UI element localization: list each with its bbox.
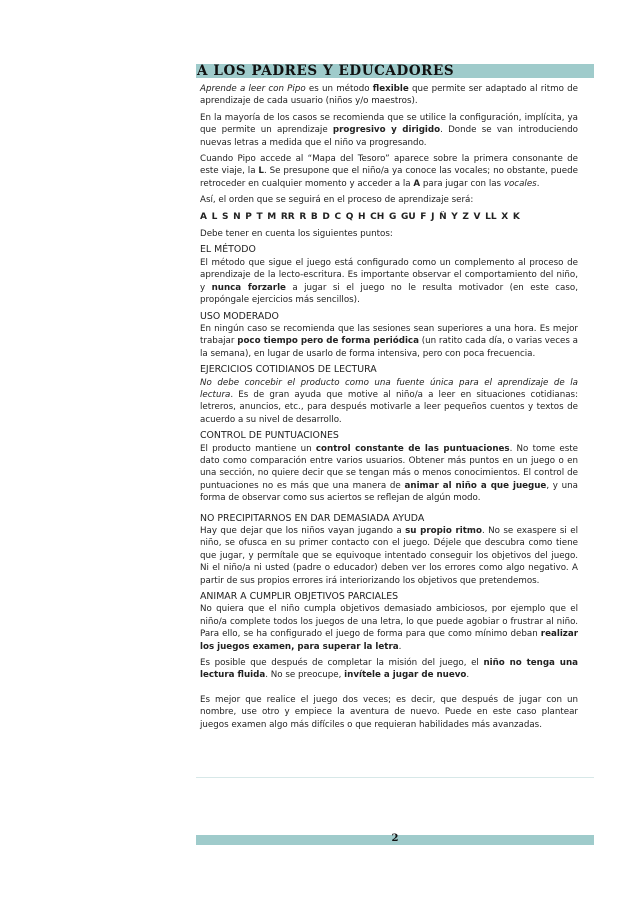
letter-order: A L S N P T M RR R B D C Q H CH G GU F J Ñ Y Z V LL X K [200, 211, 520, 222]
paragraph-gap [200, 686, 578, 694]
section-body-precipitarnos: Hay que dejar que los niños vayan jugando a su propio ritmo. No se exaspere si el niño, se ofusca en su primer contacto con el juego. Déjele que descubra como tiene que jugar, y permítale que se equivoque intentado conseguir los objetivos del juego. Ni el niño/a ni usted (padre o educador) deben ver los errores como algo negativo. A partir de sus propios errores irá interiorizando los objetivos que pretendemos. [200, 526, 578, 586]
intro-paragraph-2: En la mayoría de los casos se recomienda que se utilice la configuración, implícita, ya que permite un aprendizaje progresivo y dirigido. Donde se van introduciendo nuevas letras a medida que el niño va progresando. [200, 112, 578, 148]
intro-paragraph-1: Aprende a leer con Pipo es un método flexible que permite ser adaptado al ritmo de aprendizaje de cada usuario (niños y/o maestros). [200, 84, 578, 107]
product-name: Aprende a leer con Pipo [200, 84, 306, 94]
section-body-metodo: El método que sigue el juego está configurado como un complemento al proceso de aprendizaje de la lecto-escritura. Es importante observar el comportamiento del niño, y nunca forzarle a jugar si el juego no le resulta motivador (en este caso, propóngale ejercicios más sencillos). [200, 257, 578, 306]
final-paragraph-1: Es posible que después de completar la misión del juego, el niño no tenga una lectura fluida. No se preocupe, invítele a jugar de nuevo. [200, 658, 579, 681]
section-body-control: El producto mantiene un control constante de las puntuaciones. No tome este dato como comparación entre varios usuarios. Obtener más puntos en un juego o en una sección, no quiere decir que se tengan más o menos conocimientos. El control de puntuaciones no es más que una manera de animar al niño a que juegue, y una forma de observar como sus aciertos se reflejan de algún modo. [200, 443, 579, 504]
intro-paragraph-4: Así, el orden que se seguirá en el proceso de aprendizaje será: [200, 195, 474, 206]
section-title-metodo: EL MÉTODO [200, 244, 256, 256]
intro-paragraph-5: Debe tener en cuenta los siguientes puntos: [200, 229, 393, 240]
document-body [200, 83, 578, 735]
section-body-uso: En ningún caso se recomienda que las sesiones sean superiores a una hora. Es mejor trabajar poco tiempo pero de forma periódica (un ratito cada día, o varias veces a la semana), en lugar de usarlo de forma intensiva, pero con poca frecuencia. [200, 323, 578, 359]
section-title-ejercicios: EJERCICIOS COTIDIANOS DE LECTURA [200, 364, 377, 376]
final-paragraph-2: Es mejor que realice el juego dos veces; es decir, que después de jugar con un nombre, use otro y empiece la aventura de nuevo. Puede en este caso plantear juegos examen algo más difíciles o que requieran habilidades más avanzadas. [200, 694, 578, 730]
page-number: 2 [391, 833, 399, 844]
section-title-precipitarnos: NO PRECIPITARNOS EN DAR DEMASIADA AYUDA [200, 512, 425, 524]
intro-paragraph-3: Cuando Pipo accede al “Mapa del Tesoro” aparece sobre la primera consonante de este viaje, la L. Se presupone que el niño/a ya conoce las vocales; no obstante, puede retroceder en cualquier momento y acceder a la A para jugar con las vocales. [200, 154, 578, 189]
section-title-animar: ANIMAR A CUMPLIR OBJETIVOS PARCIALES [200, 591, 399, 603]
section-title-uso: USO MODERADO [200, 310, 279, 322]
section-title-control: CONTROL DE PUNTUACIONES [200, 430, 339, 442]
section-body-animar: No quiera que el niño cumpla objetivos demasiado ambiciosos, por ejemplo que el niño/a complete todos los juegos de una letra, lo que puede agobiar o frustrar al niño. Para ello, se ha configurado el juego de forma para que como mínimo deban realizar los juegos examen, para superar la letra. [200, 604, 578, 652]
section-body-ejercicios: No debe concebir el producto como una fuente única para el aprendizaje de la lectura. Es de gran ayuda que motive al niño/a a leer en situaciones cotidianas: letreros, anuncios, etc., para después motivarle a leer pequeños cuentos y textos de acuerdo a su nivel de desarrollo. [200, 377, 578, 425]
bottom-divider [196, 777, 594, 778]
page-title: A LOS PADRES Y EDUCADORES [197, 63, 455, 79]
